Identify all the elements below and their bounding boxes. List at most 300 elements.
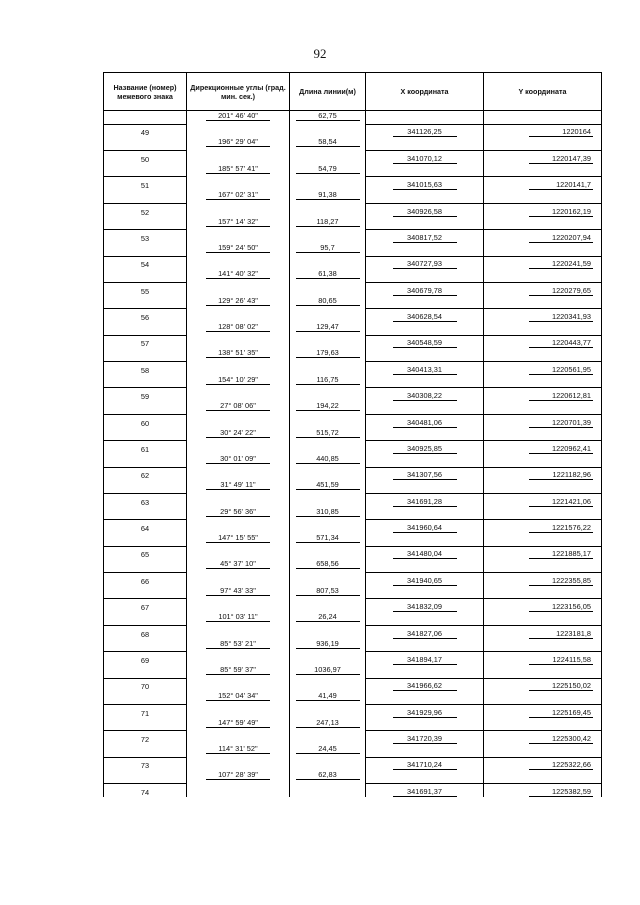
length-cell (290, 520, 366, 533)
x-cell: 341894,17 (366, 652, 484, 665)
angle-cell (187, 230, 290, 243)
y-cell (484, 217, 602, 230)
length-cell (290, 124, 366, 137)
x-cell (366, 744, 484, 757)
angle-cell: 27° 08' 06" (187, 401, 290, 414)
y-cell (484, 190, 602, 203)
point-name-cell: 58 (104, 362, 187, 375)
x-cell: 340628,54 (366, 309, 484, 322)
angle-cell (187, 757, 290, 770)
segment-row (104, 137, 602, 150)
x-cell: 341966,62 (366, 678, 484, 691)
segment-row (104, 480, 602, 493)
length-cell: 116,75 (290, 375, 366, 388)
point-name-cell: 61 (104, 441, 187, 454)
x-cell: 341827,06 (366, 625, 484, 638)
point-name-cell (104, 665, 187, 678)
point-name-cell (104, 744, 187, 757)
length-cell: 807,53 (290, 586, 366, 599)
x-cell (366, 375, 484, 388)
x-cell (366, 137, 484, 150)
y-cell: 1220561,95 (484, 362, 602, 375)
y-cell (484, 691, 602, 704)
angle-cell (187, 151, 290, 164)
y-cell: 1220443,77 (484, 335, 602, 348)
segment-row (104, 559, 602, 572)
x-cell: 340817,52 (366, 230, 484, 243)
x-cell (366, 401, 484, 414)
point-name-cell (104, 190, 187, 203)
x-cell (366, 322, 484, 335)
point-name-cell (104, 480, 187, 493)
length-cell: 658,56 (290, 559, 366, 572)
x-cell: 341480,04 (366, 546, 484, 559)
x-cell: 341015,63 (366, 177, 484, 190)
angle-cell (187, 282, 290, 295)
angle-cell: 159° 24' 50" (187, 243, 290, 256)
point-name-cell (104, 770, 187, 783)
x-cell: 341960,64 (366, 520, 484, 533)
y-cell (484, 269, 602, 282)
point-row (104, 652, 602, 665)
x-cell: 341691,28 (366, 493, 484, 506)
length-cell: 451,59 (290, 480, 366, 493)
y-cell: 1220612,81 (484, 388, 602, 401)
point-name-cell (104, 401, 187, 414)
segment-row (104, 691, 602, 704)
point-name-cell: 59 (104, 388, 187, 401)
point-name-cell: 63 (104, 493, 187, 506)
point-name-cell: 68 (104, 625, 187, 638)
point-name-cell (104, 586, 187, 599)
y-cell: 1220162,19 (484, 203, 602, 216)
point-name-cell: 73 (104, 757, 187, 770)
point-name-cell: 66 (104, 573, 187, 586)
length-cell (290, 203, 366, 216)
angle-cell: 141° 40' 32" (187, 269, 290, 282)
point-name-cell (104, 559, 187, 572)
length-cell: 247,13 (290, 718, 366, 731)
length-cell: 936,19 (290, 639, 366, 652)
angle-cell (187, 441, 290, 454)
segment-row (104, 217, 602, 230)
x-cell (366, 718, 484, 731)
angle-cell: 157° 14' 32" (187, 217, 290, 230)
header-angle: Дирекционные углы (град. мин. сек.) (187, 73, 290, 111)
point-name-cell (104, 691, 187, 704)
length-cell (290, 467, 366, 480)
segment-row (104, 507, 602, 520)
x-cell (366, 217, 484, 230)
segment-row (104, 770, 602, 783)
header-length: Длина линии(м) (290, 73, 366, 111)
length-cell: 80,65 (290, 296, 366, 309)
angle-cell (187, 704, 290, 717)
point-name-cell: 52 (104, 203, 187, 216)
point-row (104, 704, 602, 717)
y-cell (484, 533, 602, 546)
y-cell (484, 639, 602, 652)
angle-cell (187, 203, 290, 216)
header-name: Название (номер) межевого знака (104, 73, 187, 111)
y-cell (484, 454, 602, 467)
point-row (104, 335, 602, 348)
point-row (104, 414, 602, 427)
length-cell (290, 256, 366, 269)
length-cell (290, 731, 366, 744)
y-cell (484, 164, 602, 177)
angle-cell: 101° 03' 11" (187, 612, 290, 625)
point-row (104, 625, 602, 638)
header-y: Y координата (484, 73, 602, 111)
length-cell: 1036,97 (290, 665, 366, 678)
point-row (104, 230, 602, 243)
length-cell: 95,7 (290, 243, 366, 256)
y-cell: 1220241,59 (484, 256, 602, 269)
segment-row (104, 375, 602, 388)
x-cell: 341720,39 (366, 731, 484, 744)
x-cell (366, 559, 484, 572)
angle-cell (187, 652, 290, 665)
length-cell: 179,63 (290, 348, 366, 361)
point-row (104, 493, 602, 506)
x-cell: 341070,12 (366, 151, 484, 164)
y-cell (484, 401, 602, 414)
angle-cell: 154° 10' 29" (187, 375, 290, 388)
x-cell: 340308,22 (366, 388, 484, 401)
y-cell: 1221576,22 (484, 520, 602, 533)
length-cell: 310,85 (290, 507, 366, 520)
x-cell: 340413,31 (366, 362, 484, 375)
y-cell: 1223181,8 (484, 625, 602, 638)
length-cell (290, 573, 366, 586)
y-cell: 1225382,59 (484, 784, 602, 797)
y-cell (484, 480, 602, 493)
angle-cell: 107° 28' 39" (187, 770, 290, 783)
length-cell (290, 309, 366, 322)
length-cell: 58,54 (290, 137, 366, 150)
angle-cell (187, 414, 290, 427)
point-name-cell (104, 243, 187, 256)
length-cell (290, 757, 366, 770)
point-row (104, 599, 602, 612)
y-cell: 1222355,85 (484, 573, 602, 586)
length-cell: 24,45 (290, 744, 366, 757)
y-cell (484, 243, 602, 256)
length-cell: 61,38 (290, 269, 366, 282)
x-cell: 341940,65 (366, 573, 484, 586)
length-cell (290, 230, 366, 243)
angle-cell: 152° 04' 34" (187, 691, 290, 704)
angle-cell (187, 177, 290, 190)
angle-cell (187, 467, 290, 480)
length-cell: 62,83 (290, 770, 366, 783)
point-row (104, 124, 602, 137)
point-name-cell (104, 612, 187, 625)
angle-cell: 29° 56' 36" (187, 507, 290, 520)
point-row (104, 573, 602, 586)
length-cell: 440,85 (290, 454, 366, 467)
point-name-cell: 62 (104, 467, 187, 480)
segment-row (104, 428, 602, 441)
angle-cell: 97° 43' 33" (187, 586, 290, 599)
length-cell (290, 282, 366, 295)
length-cell: 54,79 (290, 164, 366, 177)
angle-cell: 201° 46' 40" (187, 111, 290, 125)
segment-row (104, 348, 602, 361)
segment-row (104, 243, 602, 256)
length-cell: 62,75 (290, 111, 366, 125)
angle-cell (187, 599, 290, 612)
length-cell (290, 784, 366, 797)
x-cell: 341710,24 (366, 757, 484, 770)
point-row (104, 151, 602, 164)
segment-row (104, 164, 602, 177)
length-cell (290, 388, 366, 401)
point-name-cell: 53 (104, 230, 187, 243)
angle-cell: 147° 59' 49" (187, 718, 290, 731)
point-name-cell: 49 (104, 124, 187, 137)
table-header-row (104, 73, 602, 111)
y-cell: 1221421,06 (484, 493, 602, 506)
x-cell (366, 428, 484, 441)
x-cell (366, 691, 484, 704)
y-cell (484, 718, 602, 731)
x-cell: 341691,37 (366, 784, 484, 797)
x-cell: 341832,09 (366, 599, 484, 612)
point-row (104, 467, 602, 480)
length-cell (290, 546, 366, 559)
point-name-cell (104, 639, 187, 652)
point-row (104, 520, 602, 533)
y-cell (484, 137, 602, 150)
angle-cell (187, 546, 290, 559)
length-cell: 571,34 (290, 533, 366, 546)
point-name-cell (104, 454, 187, 467)
point-row (104, 731, 602, 744)
x-cell (366, 243, 484, 256)
angle-cell (187, 256, 290, 269)
angle-cell: 196° 29' 04" (187, 137, 290, 150)
x-cell (366, 533, 484, 546)
y-cell: 1220341,93 (484, 309, 602, 322)
x-cell: 340925,85 (366, 441, 484, 454)
point-name-cell: 57 (104, 335, 187, 348)
y-cell: 1221182,96 (484, 467, 602, 480)
point-row (104, 678, 602, 691)
point-name-cell (104, 375, 187, 388)
angle-cell: 30° 24' 22" (187, 428, 290, 441)
page-number: 92 (313, 46, 327, 61)
segment-row (104, 744, 602, 757)
angle-cell (187, 335, 290, 348)
segment-row (104, 190, 602, 203)
y-cell (484, 375, 602, 388)
point-name-cell (104, 269, 187, 282)
x-cell (366, 665, 484, 678)
y-cell (484, 744, 602, 757)
x-cell (366, 269, 484, 282)
x-cell (366, 586, 484, 599)
angle-cell (187, 309, 290, 322)
point-name-cell (104, 507, 187, 520)
segment-row (104, 586, 602, 599)
length-cell: 515,72 (290, 428, 366, 441)
angle-cell (187, 784, 290, 797)
angle-cell: 128° 08' 02" (187, 322, 290, 335)
y-cell (484, 770, 602, 783)
x-cell (366, 770, 484, 783)
x-cell (366, 639, 484, 652)
segment-row (104, 269, 602, 282)
segment-row (104, 111, 602, 125)
y-cell: 1225150,02 (484, 678, 602, 691)
point-name-cell: 70 (104, 678, 187, 691)
point-name-cell: 72 (104, 731, 187, 744)
point-row (104, 388, 602, 401)
angle-cell (187, 362, 290, 375)
length-cell (290, 414, 366, 427)
length-cell (290, 362, 366, 375)
y-cell: 1223156,05 (484, 599, 602, 612)
y-cell (484, 559, 602, 572)
y-cell: 1220147,39 (484, 151, 602, 164)
length-cell: 194,22 (290, 401, 366, 414)
point-row (104, 256, 602, 269)
x-cell: 341307,56 (366, 467, 484, 480)
x-cell: 341929,96 (366, 704, 484, 717)
y-cell (484, 296, 602, 309)
angle-cell: 129° 26' 43" (187, 296, 290, 309)
point-name-cell: 67 (104, 599, 187, 612)
segment-row (104, 401, 602, 414)
angle-cell (187, 388, 290, 401)
point-name-cell (104, 111, 187, 125)
point-name-cell (104, 322, 187, 335)
x-cell (366, 190, 484, 203)
length-cell (290, 704, 366, 717)
point-row (104, 203, 602, 216)
y-cell (484, 586, 602, 599)
y-cell: 1220962,41 (484, 441, 602, 454)
x-cell: 341126,25 (366, 124, 484, 137)
angle-cell: 147° 15' 55" (187, 533, 290, 546)
y-cell: 1220207,94 (484, 230, 602, 243)
point-name-cell: 50 (104, 151, 187, 164)
angle-cell: 85° 59' 37" (187, 665, 290, 678)
x-cell: 340481,06 (366, 414, 484, 427)
point-name-cell (104, 217, 187, 230)
segment-row (104, 639, 602, 652)
x-cell (366, 480, 484, 493)
point-name-cell: 60 (104, 414, 187, 427)
x-cell (366, 111, 484, 125)
y-cell (484, 665, 602, 678)
length-cell (290, 151, 366, 164)
y-cell: 1225169,45 (484, 704, 602, 717)
point-row (104, 309, 602, 322)
point-name-cell: 51 (104, 177, 187, 190)
x-cell (366, 454, 484, 467)
y-cell (484, 348, 602, 361)
boundary-coordinates-table (103, 72, 602, 797)
point-name-cell (104, 348, 187, 361)
y-cell: 1220164 (484, 124, 602, 137)
point-row (104, 282, 602, 295)
y-cell (484, 111, 602, 125)
length-cell: 118,27 (290, 217, 366, 230)
length-cell: 129,47 (290, 322, 366, 335)
y-cell (484, 428, 602, 441)
point-name-cell: 71 (104, 704, 187, 717)
y-cell (484, 322, 602, 335)
point-name-cell: 54 (104, 256, 187, 269)
length-cell: 41,49 (290, 691, 366, 704)
length-cell: 91,38 (290, 190, 366, 203)
angle-cell (187, 520, 290, 533)
point-row (104, 177, 602, 190)
angle-cell (187, 493, 290, 506)
point-name-cell: 55 (104, 282, 187, 295)
angle-cell (187, 678, 290, 691)
angle-cell: 45° 37' 10" (187, 559, 290, 572)
length-cell (290, 625, 366, 638)
x-cell: 340548,59 (366, 335, 484, 348)
point-row (104, 784, 602, 797)
segment-row (104, 665, 602, 678)
point-row (104, 546, 602, 559)
x-cell: 340679,78 (366, 282, 484, 295)
point-name-cell: 74 (104, 784, 187, 797)
angle-cell: 167° 02' 31" (187, 190, 290, 203)
angle-cell (187, 573, 290, 586)
point-row (104, 441, 602, 454)
angle-cell: 31° 49' 11" (187, 480, 290, 493)
angle-cell (187, 731, 290, 744)
y-cell (484, 507, 602, 520)
y-cell: 1220279,65 (484, 282, 602, 295)
y-cell: 1225300,42 (484, 731, 602, 744)
segment-row (104, 718, 602, 731)
x-cell (366, 348, 484, 361)
x-cell (366, 296, 484, 309)
y-cell: 1220701,39 (484, 414, 602, 427)
point-name-cell (104, 718, 187, 731)
length-cell (290, 599, 366, 612)
angle-cell (187, 625, 290, 638)
x-cell (366, 507, 484, 520)
header-x: X координата (366, 73, 484, 111)
length-cell (290, 177, 366, 190)
length-cell (290, 652, 366, 665)
segment-row (104, 612, 602, 625)
point-name-cell (104, 137, 187, 150)
point-name-cell (104, 164, 187, 177)
angle-cell: 85° 53' 21" (187, 639, 290, 652)
length-cell (290, 493, 366, 506)
segment-row (104, 296, 602, 309)
segment-row (104, 533, 602, 546)
segment-row (104, 322, 602, 335)
length-cell (290, 335, 366, 348)
length-cell (290, 441, 366, 454)
point-name-cell: 69 (104, 652, 187, 665)
point-row (104, 362, 602, 375)
y-cell (484, 612, 602, 625)
y-cell: 1220141,7 (484, 177, 602, 190)
length-cell (290, 678, 366, 691)
point-name-cell (104, 428, 187, 441)
